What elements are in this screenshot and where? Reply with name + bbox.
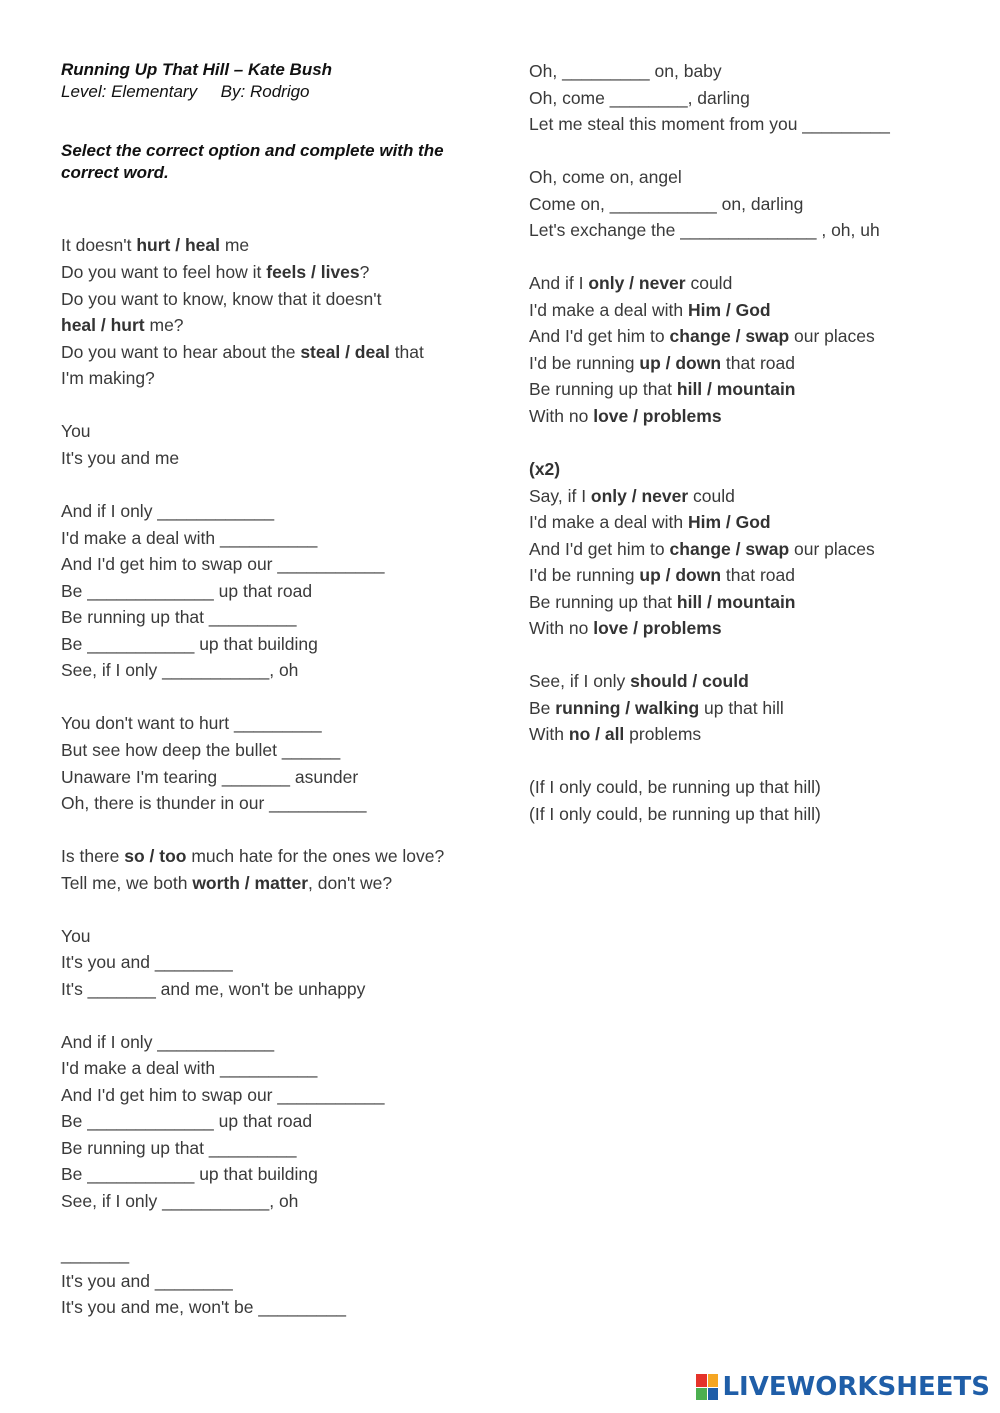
lyric-line [529,538,875,560]
lyric-text: could [685,273,733,293]
lyric-text: problems [624,724,702,744]
lyric-text: I'd make a deal with [529,300,688,320]
lyric-line [529,405,722,427]
lyric-line [529,485,735,507]
lyric-line [61,845,444,867]
lyric-text: It's you and ________ [61,952,233,972]
lyric-text: I'd be running [529,353,640,373]
lyric-line [61,527,317,549]
lyric-text: See, if I only ___________, oh [61,1191,299,1211]
lyric-text: With [529,724,569,744]
worksheet-instruction: Select the correct option and complete with the correct word. [61,141,444,182]
lyric-text: much hate for the ones we love? [186,846,445,866]
lyric-text: ? [359,262,370,282]
lyric-line [61,925,91,947]
lyric-text: Let's exchange the ______________ , oh, uh [529,220,880,240]
lyric-line [61,314,184,336]
lyric-text: I'd make a deal with __________ [61,1058,318,1078]
lyric-text: (If I only could, be running up that hill) [529,777,821,797]
lyric-text: I'd be running [529,565,640,585]
lyric-line [529,325,875,347]
lyric-text: With no [529,618,594,638]
option-choice: should / could [630,671,749,691]
lyric-text: _______ [61,1244,130,1264]
lyric-line [529,697,784,719]
lyric-line [61,978,365,1000]
lyric-line [61,1270,233,1292]
liveworksheets-logo [696,1367,990,1407]
lyric-text: I'd make a deal with [529,512,688,532]
lyric-text: (If I only could, be running up that hill) [529,804,821,824]
lyric-text: Do you want to feel how it [61,262,267,282]
lyric-text: And I'd get him to [529,326,670,346]
lyric-line [61,1190,298,1212]
lyric-text: Be running up that [529,592,677,612]
lyric-line [529,113,890,135]
lyric-text: It's _______ and me, won't be unhappy [61,979,366,999]
option-choice: no / all [568,724,625,744]
lyric-line [61,1163,318,1185]
lyric-line [529,511,771,533]
lyric-line [529,458,560,480]
lyric-line [61,234,249,256]
lyric-line [61,951,233,973]
lyric-line [61,606,296,628]
worksheet-title: Running Up That Hill – Kate Bush [61,60,333,79]
option-choice: love / problems [593,406,722,426]
lyric-line [61,580,312,602]
lyric-text: You [61,421,91,441]
lyric-line [61,766,358,788]
option-choice: only / never [590,486,689,506]
option-choice: hill / mountain [676,592,796,612]
lyric-text: our places [789,539,875,559]
lyric-text: I'd make a deal with __________ [61,528,318,548]
lyric-line [61,712,322,734]
lyric-text: You [61,926,91,946]
lyric-line [529,299,771,321]
lyric-line [529,776,821,798]
lyric-text: And I'd get him to swap our ___________ [61,554,385,574]
lyric-text: up that hill [699,698,784,718]
lyric-text: And I'd get him to [529,539,670,559]
lyric-text: It's you and me, won't be _________ [61,1297,346,1317]
logo-badge-icon [696,1374,718,1400]
lyric-line [529,193,803,215]
lyric-text: Let me steal this moment from you _________ [529,114,890,134]
lyric-text: But see how deep the bullet ______ [61,740,341,760]
lyric-text: that road [721,565,795,585]
lyric-text: Do you want to hear about the [61,342,301,362]
lyric-text: And I'd get him to swap our ___________ [61,1085,385,1105]
option-choice: (x2) [529,459,561,479]
lyric-line [529,87,750,109]
option-choice: so / too [124,846,187,866]
lyric-line [529,352,795,374]
lyric-text: Tell me, we both [61,873,193,893]
lyric-line [61,288,381,310]
lyric-line [61,792,367,814]
lyric-text: See, if I only ___________, oh [61,660,299,680]
lyric-line [529,723,701,745]
lyric-text: our places [789,326,875,346]
lyric-line [61,872,392,894]
option-choice: hurt / heal [136,235,220,255]
lyric-line [61,633,318,655]
lyric-line [529,166,682,188]
lyric-line [529,272,732,294]
lyric-line [61,1084,384,1106]
lyric-line [61,739,340,761]
lyric-text: It's you and ________ [61,1271,233,1291]
lyric-text: Come on, ___________ on, darling [529,194,804,214]
option-choice: worth / matter [192,873,309,893]
lyric-text: Unaware I'm tearing _______ asunder [61,767,359,787]
option-choice: Him / God [687,512,771,532]
lyric-line [529,803,821,825]
lyric-text: me? [144,315,184,335]
option-choice: hill / mountain [676,379,796,399]
lyric-text: Be ___________ up that building [61,634,318,654]
option-choice: Him / God [687,300,771,320]
lyric-text: that road [721,353,795,373]
lyric-text: It doesn't [61,235,137,255]
lyric-line [61,261,369,283]
lyric-text: , don't we? [308,873,393,893]
lyric-text: Oh, there is thunder in our __________ [61,793,367,813]
lyric-text: And if I only ____________ [61,501,275,521]
worksheet-subtitle: Level: Elementary By: Rodrigo [61,82,310,101]
lyric-text: could [688,486,735,506]
lyric-line [61,1110,312,1132]
lyric-line [529,670,749,692]
lyric-text: Oh, come ________, darling [529,88,750,108]
lyric-text: Be ___________ up that building [61,1164,318,1184]
lyric-text: Be _____________ up that road [61,581,313,601]
lyric-line [61,1031,274,1053]
lyric-line [529,60,722,82]
lyric-text: Is there [61,846,125,866]
lyric-text: Oh, _________ on, baby [529,61,722,81]
lyric-line [61,1296,346,1318]
option-choice: change / swap [669,326,790,346]
lyric-text: I'm making? [61,368,155,388]
lyric-text: Be _____________ up that road [61,1111,313,1131]
lyric-line [529,617,722,639]
lyric-text: that [389,342,424,362]
option-choice: steal / deal [300,342,390,362]
lyric-line [529,591,796,613]
option-choice: heal / hurt [61,315,145,335]
lyric-line [61,341,424,363]
lyric-text: Be running up that _________ [61,607,297,627]
logo-text: LIVEWORKSHEETS [722,1372,990,1402]
lyric-text: Be running up that _________ [61,1138,297,1158]
lyric-text: See, if I only [529,671,631,691]
lyric-text: With no [529,406,594,426]
option-choice: up / down [639,565,722,585]
lyric-line [61,1243,129,1265]
lyric-line [61,500,274,522]
lyric-line [61,420,91,442]
lyric-text: And if I [529,273,589,293]
lyric-text: Do you want to know, know that it doesn't [61,289,382,309]
option-choice: love / problems [593,618,722,638]
lyric-line [61,1137,296,1159]
lyric-text: Oh, come on, angel [529,167,682,187]
lyric-text: Be [529,698,556,718]
lyric-text: And if I only ____________ [61,1032,275,1052]
lyric-line [529,378,796,400]
lyric-text: Be running up that [529,379,677,399]
lyric-text: You don't want to hurt _________ [61,713,322,733]
option-choice: running / walking [555,698,700,718]
lyric-text: It's you and me [61,448,180,468]
lyric-line [61,367,155,389]
lyric-line [61,1057,317,1079]
lyric-line [61,447,179,469]
lyric-line [529,219,880,241]
option-choice: only / never [588,273,686,293]
lyric-text: Say, if I [529,486,591,506]
option-choice: feels / lives [266,262,360,282]
lyric-line [61,553,384,575]
lyric-line [529,564,795,586]
lyric-line [61,659,298,681]
option-choice: change / swap [669,539,790,559]
lyric-text: me [219,235,250,255]
option-choice: up / down [639,353,722,373]
